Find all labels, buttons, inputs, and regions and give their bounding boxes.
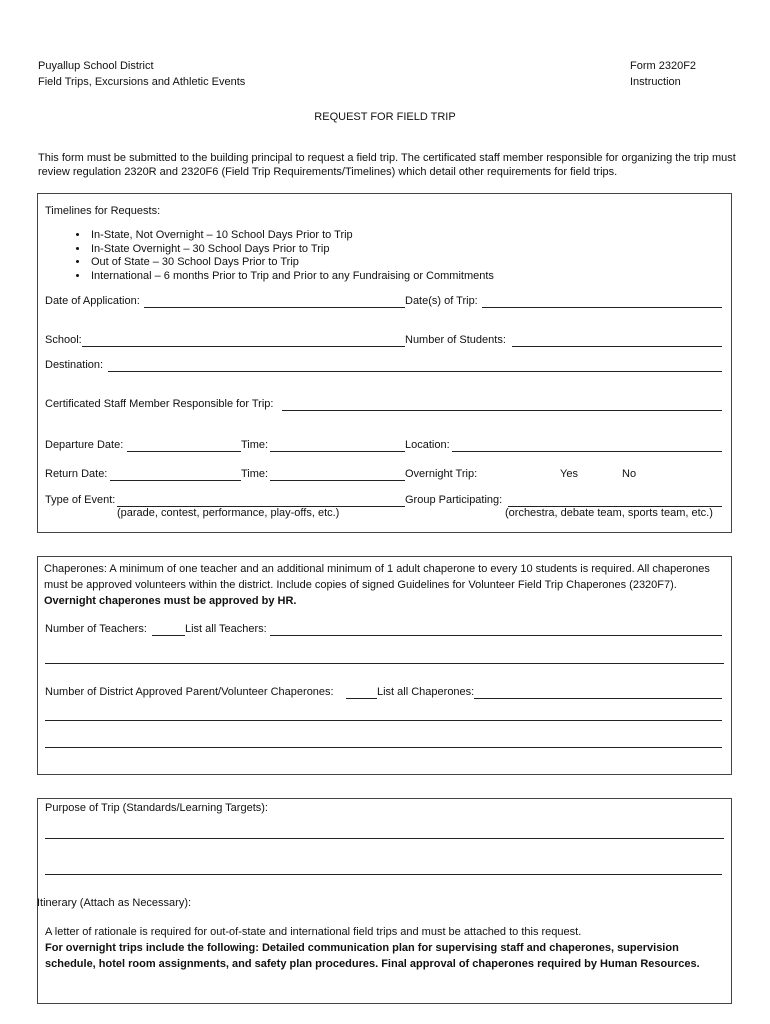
type-of-event-label: Type of Event: — [45, 494, 116, 506]
intro-paragraph: This form must be submitted to the building principal to request a field trip. The certificated staff member responsible for organizing the trip must review regulation 2320R and 2320F6 (Field Trip Requirements/Timelines) which detail other requirements for field trips. — [38, 152, 736, 178]
date-of-application-field[interactable] — [144, 307, 405, 308]
group-participating-hint: (orchestra, debate team, sports team, etc.) — [505, 507, 713, 519]
number-of-students-label: Number of Students: — [405, 334, 506, 346]
list-item: • In-State, Not Overnight – 10 School Days Prior to Trip — [89, 229, 494, 243]
list-all-teachers-field[interactable] — [270, 635, 722, 636]
number-of-students-field[interactable] — [512, 346, 722, 347]
list-all-teachers-label: List all Teachers: — [185, 623, 267, 635]
list-item: • International – 6 months Prior to Trip and Prior to any Fundraising or Commitments — [89, 270, 494, 284]
dates-of-trip-label: Date(s) of Trip: — [405, 295, 478, 307]
purpose-line-1[interactable] — [45, 838, 724, 839]
timelines-heading: Timelines for Requests: — [45, 205, 161, 217]
number-of-teachers-label: Number of Teachers: — [45, 623, 147, 635]
list-all-chaperones-field[interactable] — [474, 698, 722, 699]
return-date-field[interactable] — [110, 480, 241, 481]
overnight-trip-label: Overnight Trip: — [405, 468, 478, 480]
departure-time-field[interactable] — [270, 451, 405, 452]
school-field[interactable] — [82, 346, 405, 347]
rationale-text: A letter of rationale is required for out-of-state and international field trips and must be attached to this request. — [45, 926, 582, 938]
purpose-line-2[interactable] — [45, 874, 722, 875]
form-type: Instruction — [630, 76, 681, 88]
departure-date-label: Departure Date: — [45, 439, 124, 451]
location-field[interactable] — [452, 451, 722, 452]
dates-of-trip-field[interactable] — [482, 307, 722, 308]
district-name: Puyallup School District — [38, 60, 154, 72]
number-of-chaperones-field[interactable] — [346, 698, 377, 699]
list-item: • In-State Overnight – 30 School Days Prior to Trip — [89, 243, 494, 257]
chaperones-hr-note: Overnight chaperones must be approved by HR. — [44, 595, 297, 607]
number-of-teachers-field[interactable] — [152, 635, 185, 636]
return-time-label: Time: — [241, 468, 269, 480]
list-all-chaperones-label: List all Chaperones: — [377, 686, 475, 698]
list-item: • Out of State – 30 School Days Prior to Trip — [89, 256, 494, 270]
type-of-event-hint: (parade, contest, performance, play-offs, etc.) — [117, 507, 340, 519]
page-title: REQUEST FOR FIELD TRIP — [314, 111, 456, 123]
destination-label: Destination: — [45, 359, 104, 371]
purpose-label: Purpose of Trip (Standards/Learning Targets): — [45, 802, 268, 814]
number-of-chaperones-label: Number of District Approved Parent/Volunteer Chaperones: — [45, 686, 334, 698]
teachers-extra-line[interactable] — [45, 663, 724, 664]
departure-date-field[interactable] — [127, 451, 241, 452]
return-date-label: Return Date: — [45, 468, 108, 480]
header-subtitle: Field Trips, Excursions and Athletic Events — [38, 76, 246, 88]
chaperones-extra-line-2[interactable] — [45, 747, 722, 748]
itinerary-label: Itinerary (Attach as Necessary): — [37, 897, 192, 909]
chaperones-requirements: Chaperones: A minimum of one teacher and an additional minimum of 1 adult chaperone to every 10 students is required. All chaperones must be approved volunteers within the district. Include copies of signed Guidelines for Volunteer Field Trip Chaperones (2320F7). — [44, 563, 710, 591]
overnight-requirements-text: For overnight trips include the following: Detailed communication plan for supervising staff and chaperones, supervision schedule, hotel room assignments, and safety plan procedures. Final approval of chaperones required by Human Resources. — [45, 942, 700, 970]
form-number: Form 2320F2 — [630, 60, 697, 72]
overnight-no-option[interactable]: No — [622, 468, 637, 480]
chaperones-text — [44, 561, 726, 609]
chaperones-extra-line-1[interactable] — [45, 720, 722, 721]
group-participating-label: Group Participating: — [405, 494, 503, 506]
staff-member-field[interactable] — [282, 410, 722, 411]
destination-field[interactable] — [108, 371, 722, 372]
staff-member-label: Certificated Staff Member Responsible for Trip: — [45, 398, 274, 410]
return-time-field[interactable] — [270, 480, 405, 481]
location-label: Location: — [405, 439, 450, 451]
date-of-application-label: Date of Application: — [45, 295, 140, 307]
departure-time-label: Time: — [241, 439, 269, 451]
timelines-list — [65, 229, 494, 283]
overnight-yes-option[interactable]: Yes — [560, 468, 578, 480]
school-label: School: — [45, 334, 82, 346]
